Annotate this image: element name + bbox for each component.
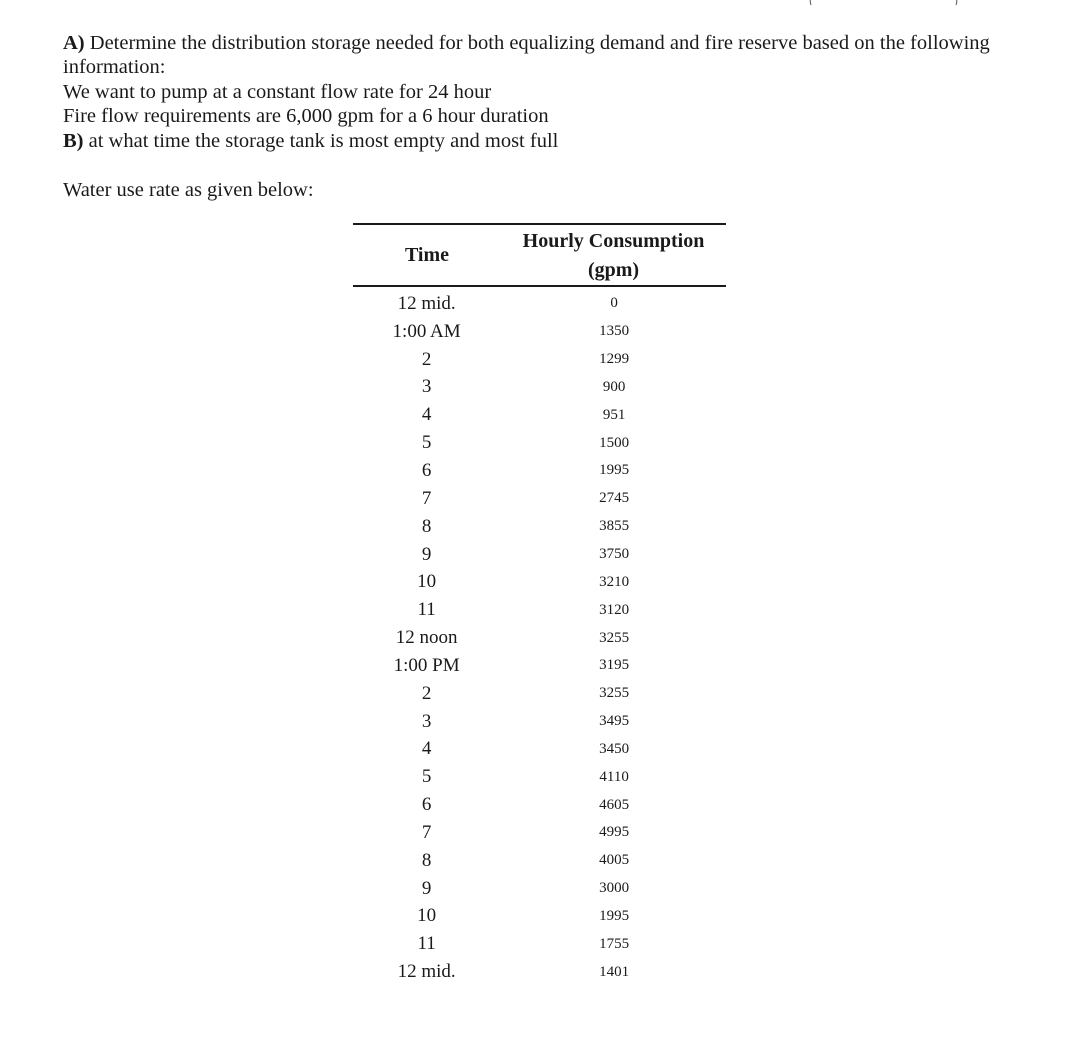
consumption-cell: 2745 — [599, 490, 630, 507]
time-cell: 2 — [421, 682, 432, 704]
time-cell: 5 — [421, 766, 432, 788]
time-cell: 9 — [421, 877, 432, 899]
header-consumption-unit: (gpm) — [587, 259, 640, 281]
time-cell: 12 mid. — [397, 292, 456, 314]
consumption-cell: 3450 — [599, 740, 630, 757]
consumption-cell: 4005 — [599, 852, 630, 869]
table-row — [353, 875, 726, 903]
pump-requirement: We want to pump at a constant flow rate for 24 hour — [63, 80, 492, 103]
consumption-cell: 1350 — [599, 323, 630, 340]
table-row — [353, 457, 726, 485]
time-cell: 10 — [417, 905, 437, 927]
consumption-cell: 3255 — [599, 629, 630, 646]
consumption-cell: 4110 — [599, 768, 629, 785]
consumption-cell: 3855 — [599, 518, 630, 535]
consumption-table — [353, 223, 726, 986]
time-cell: 9 — [421, 543, 432, 565]
time-cell: 7 — [421, 821, 432, 843]
table-row — [353, 624, 726, 652]
time-cell: 2 — [421, 348, 432, 370]
consumption-cell: 3000 — [599, 880, 630, 897]
header-consumption — [501, 225, 726, 285]
table-row — [353, 596, 726, 624]
table-row — [353, 346, 726, 374]
table-row — [353, 791, 726, 819]
part-b-text: at what time the storage tank is most empty and most full — [83, 129, 559, 152]
consumption-cell: 3210 — [599, 573, 630, 590]
consumption-cell: 3195 — [599, 657, 630, 674]
time-cell: 8 — [421, 515, 432, 537]
time-cell: 1:00 AM — [392, 320, 461, 342]
water-use-label: Water use rate as given below: — [63, 179, 314, 201]
time-cell: 4 — [421, 404, 432, 426]
consumption-cell: 0 — [610, 295, 618, 312]
time-cell: 3 — [421, 376, 432, 398]
time-cell: 1:00 PM — [393, 654, 460, 676]
consumption-cell: 1755 — [599, 935, 630, 952]
table-row — [353, 568, 726, 596]
table-row — [353, 652, 726, 680]
fire-flow-requirement: Fire flow requirements are 6,000 gpm for a 6 hour duration — [63, 105, 549, 128]
time-cell: 8 — [421, 849, 432, 871]
table-row — [353, 680, 726, 708]
table-row — [353, 485, 726, 513]
consumption-cell: 1500 — [599, 434, 630, 451]
table-row — [353, 819, 726, 847]
time-cell: 12 mid. — [397, 961, 456, 983]
consumption-cell: 1299 — [599, 351, 630, 368]
consumption-cell: 1995 — [599, 462, 630, 479]
table-row — [353, 290, 726, 318]
table-row — [353, 429, 726, 457]
consumption-cell: 3750 — [599, 546, 630, 563]
part-b-paragraph — [63, 129, 1023, 153]
table-row — [353, 541, 726, 569]
consumption-cell: 1995 — [599, 907, 630, 924]
consumption-cell: 3495 — [599, 713, 630, 730]
consumption-cell: 3255 — [599, 685, 630, 702]
time-cell: 4 — [421, 738, 432, 760]
table-row — [353, 401, 726, 429]
cropped-mark-decoration — [800, 0, 965, 6]
table-row — [353, 513, 726, 541]
consumption-cell: 4605 — [599, 796, 630, 813]
part-a-text: Determine the distribution storage needed for both equalizing demand and fire reserve based on the following information: — [63, 32, 990, 79]
consumption-cell: 900 — [602, 378, 626, 395]
table-row — [353, 318, 726, 346]
consumption-cell: 951 — [602, 406, 626, 423]
consumption-cell: 4995 — [599, 824, 630, 841]
table-header — [353, 225, 726, 285]
time-cell: 12 noon — [395, 627, 458, 649]
table-row — [353, 958, 726, 986]
time-cell: 6 — [421, 794, 432, 816]
time-cell: 11 — [417, 933, 436, 955]
table-row — [353, 763, 726, 791]
problem-statement — [63, 31, 1023, 153]
table-body — [353, 287, 726, 986]
time-cell: 7 — [421, 487, 432, 509]
part-b-label: B) — [63, 129, 84, 152]
table-row — [353, 847, 726, 875]
table-row — [353, 930, 726, 958]
time-cell: 10 — [417, 571, 437, 593]
part-a-paragraph — [63, 31, 1023, 80]
time-cell: 6 — [421, 459, 432, 481]
time-cell: 5 — [421, 432, 432, 454]
table-row — [353, 374, 726, 402]
consumption-cell: 3120 — [599, 601, 630, 618]
table-row — [353, 903, 726, 931]
header-consumption-line1: Hourly Consumption — [522, 230, 705, 252]
consumption-cell: 1401 — [599, 963, 630, 980]
table-row — [353, 708, 726, 736]
table-row — [353, 736, 726, 764]
part-a-label: A) — [63, 32, 85, 54]
header-time: Time — [404, 243, 450, 266]
time-cell: 11 — [417, 599, 436, 621]
time-cell: 3 — [421, 710, 432, 732]
